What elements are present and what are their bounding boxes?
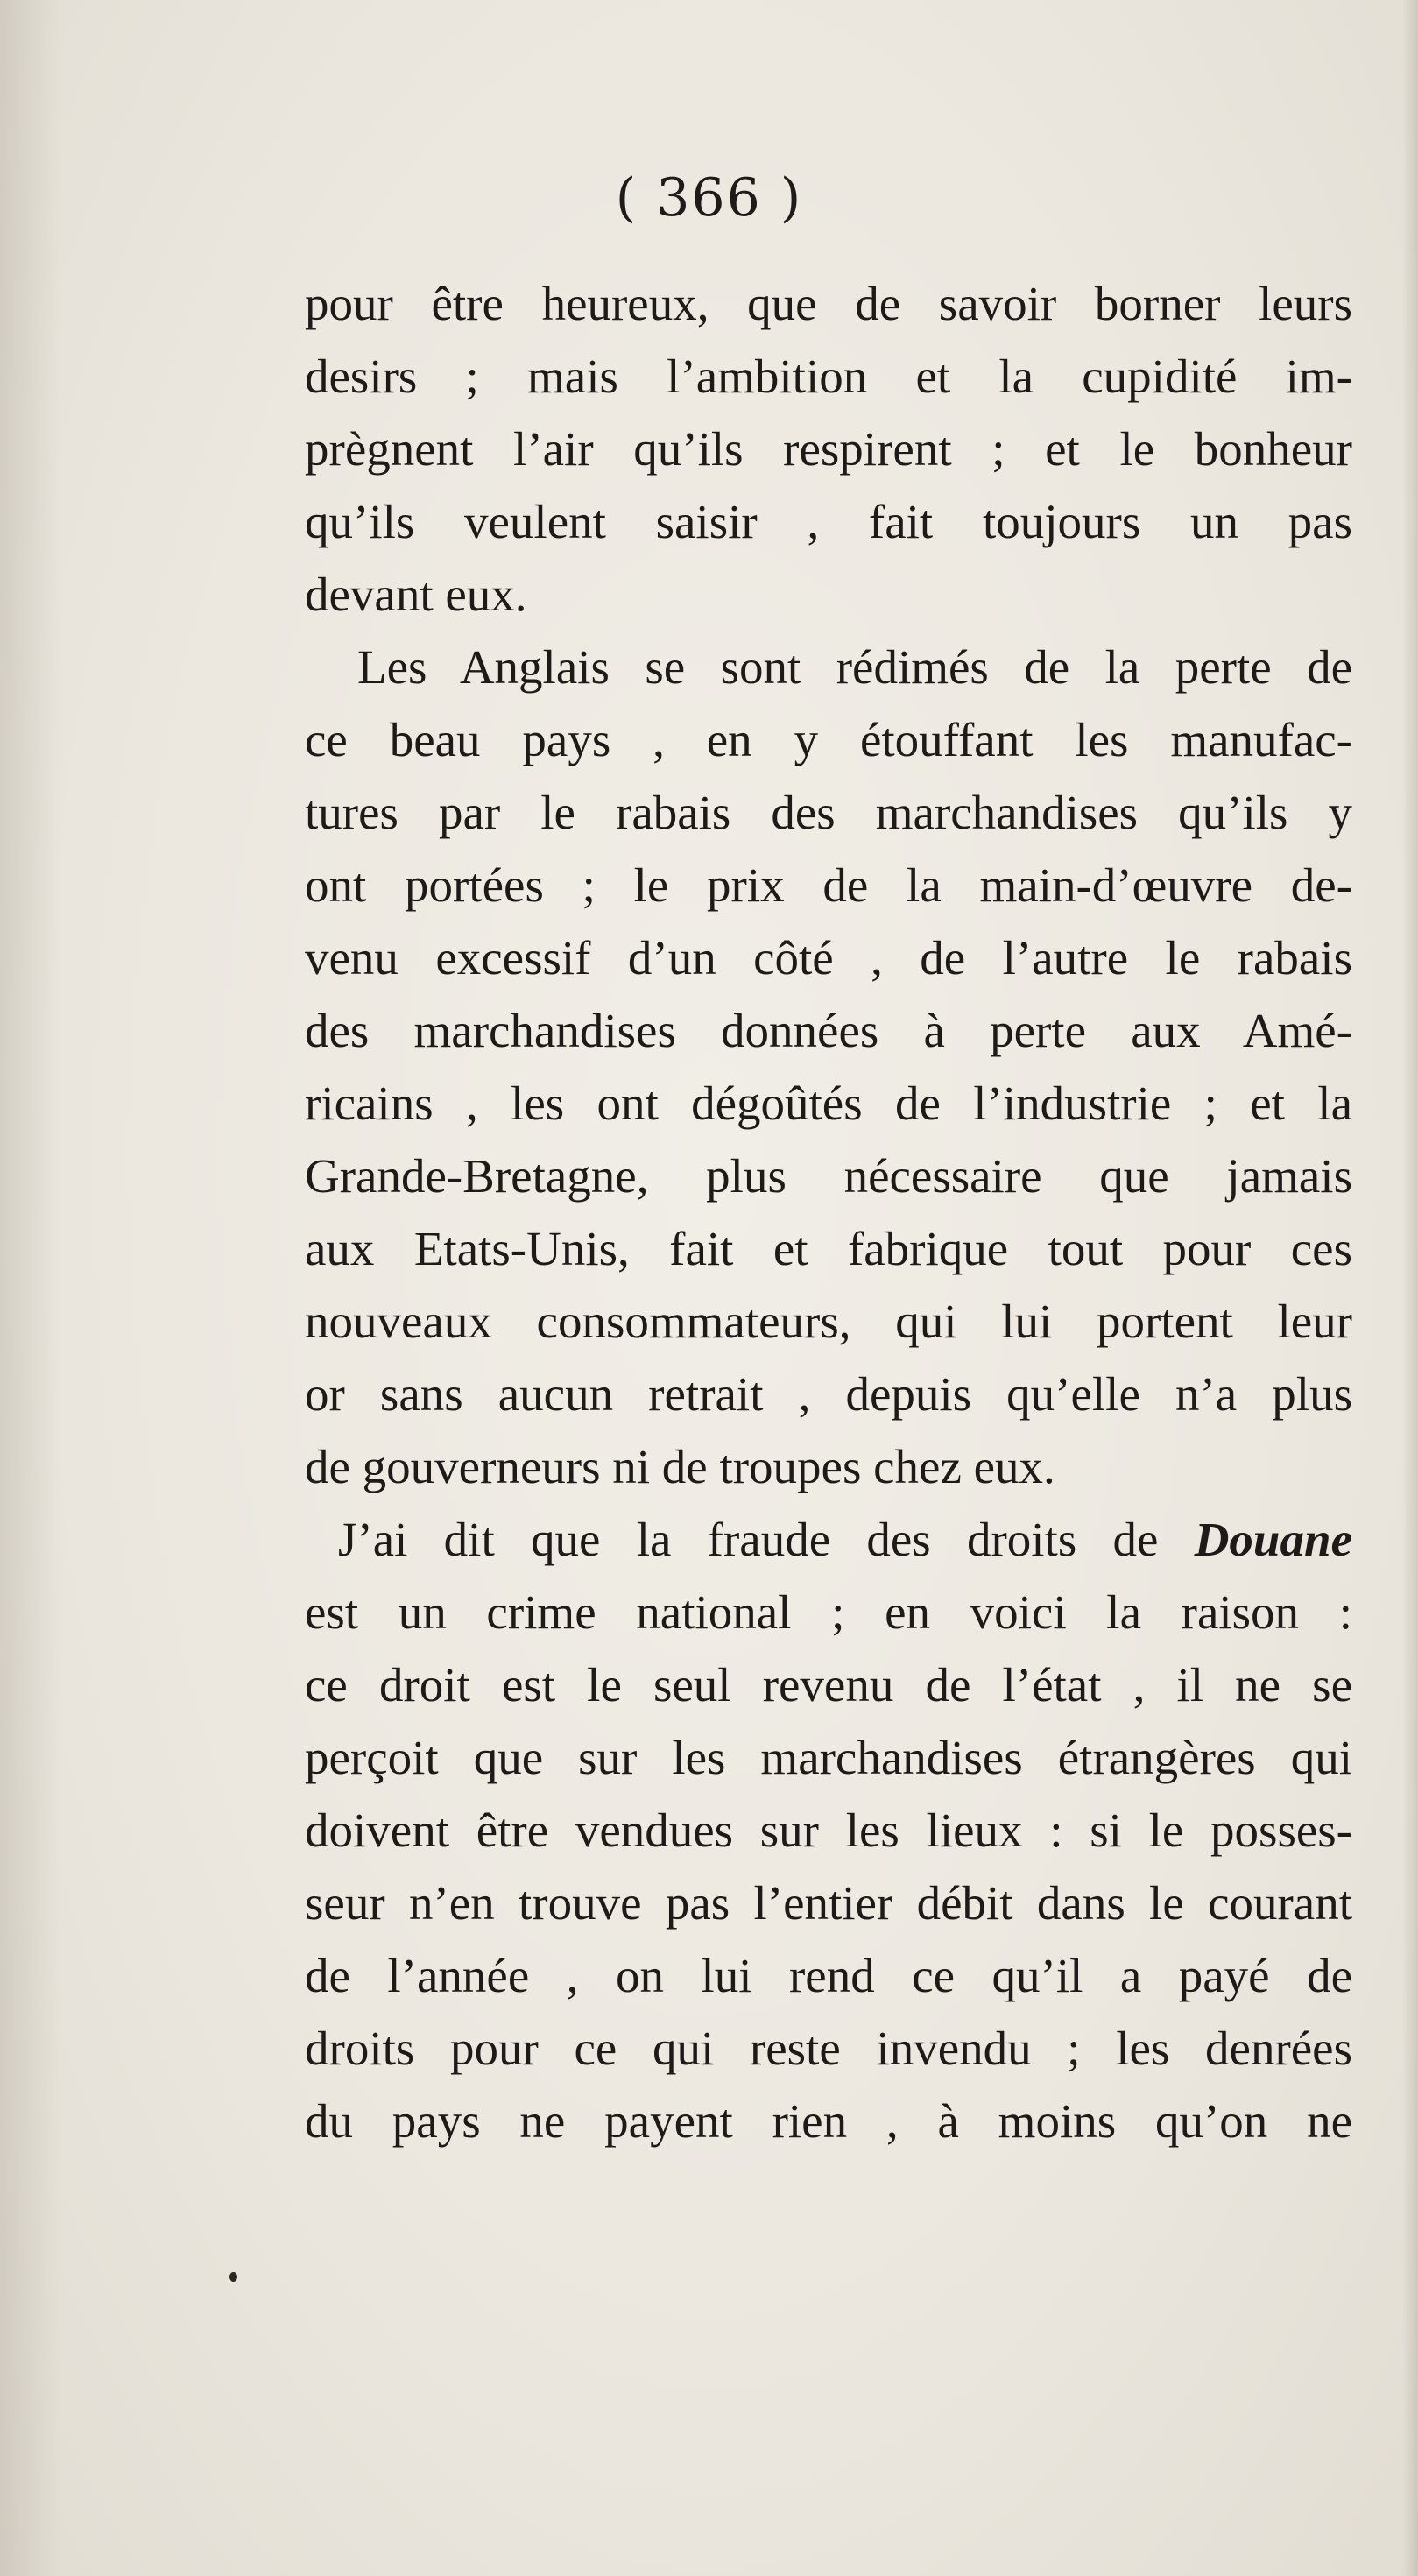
text-line (305, 1503, 1352, 1576)
text-line: ricains , les ont dégoûtés de l’industrie ; et la (305, 1076, 1352, 1130)
text-line: desirs ; mais l’ambition et la cupidité im- (305, 349, 1352, 403)
text-line: Grande-Bretagne, plus nécessaire que jamais (305, 1149, 1352, 1203)
text-line: de l’année , on lui rend ce qu’il a payé de (305, 1949, 1352, 2002)
text-line: nouveaux consommateurs, qui lui portent leur (305, 1295, 1352, 1348)
text-line: ce droit est le seul revenu de l’état , il ne se (305, 1658, 1352, 1711)
text-line: venu excessif d’un côté , de l’autre le rabais (305, 931, 1352, 985)
text-line: des marchandises données à perte aux Amé- (305, 1004, 1352, 1057)
text-line: perçoit que sur les marchandises étrangères qui (305, 1731, 1352, 1784)
text-run: J’ai dit que la fraude des droits de (338, 1513, 1195, 1566)
paragraph-2 (305, 631, 1352, 1503)
text-line: or sans aucun retrait , depuis qu’elle n’a plus (305, 1367, 1352, 1421)
page-edge (1402, 0, 1418, 2576)
text-line: de gouverneurs ni de troupes chez eux. (305, 1440, 1055, 1493)
text-line: tures par le rabais des marchandises qu’ils y (305, 786, 1352, 839)
text-line: devant eux. (305, 568, 527, 621)
body-text (305, 267, 1352, 2157)
text-line: prègnent l’air qu’ils respirent ; et le bonheur (305, 422, 1352, 476)
text-line: seur n’en trouve pas l’entier débit dans le courant (305, 1876, 1352, 1930)
text-line: doivent être vendues sur les lieux : si le posses- (305, 1803, 1352, 1857)
text-line: ont portées ; le prix de la main-d’œuvre de- (305, 858, 1352, 912)
paragraph-3 (305, 1503, 1352, 2157)
text-line: ce beau pays , en y étouffant les manufac- (305, 713, 1352, 766)
text-line: qu’ils veulent saisir , fait toujours un pas (305, 495, 1352, 548)
italic-word: Douane (1194, 1513, 1352, 1566)
text-line: pour être heureux, que de savoir borner leurs (305, 277, 1352, 330)
text-line: droits pour ce qui reste invendu ; les denrées (305, 2022, 1352, 2075)
text-line: Les Anglais se sont rédimés de la perte de (357, 640, 1352, 694)
page-number: ( 366 ) (615, 167, 803, 229)
text-line: du pays ne payent rien , à moins qu’on ne (305, 2094, 1352, 2148)
text-line: aux Etats-Unis, fait et fabrique tout pour ces (305, 1222, 1352, 1275)
spine-shadow (0, 0, 61, 2576)
ink-speck (229, 2272, 237, 2282)
paragraph-1 (305, 267, 1352, 631)
text-line: est un crime national ; en voici la raison : (305, 1585, 1352, 1639)
